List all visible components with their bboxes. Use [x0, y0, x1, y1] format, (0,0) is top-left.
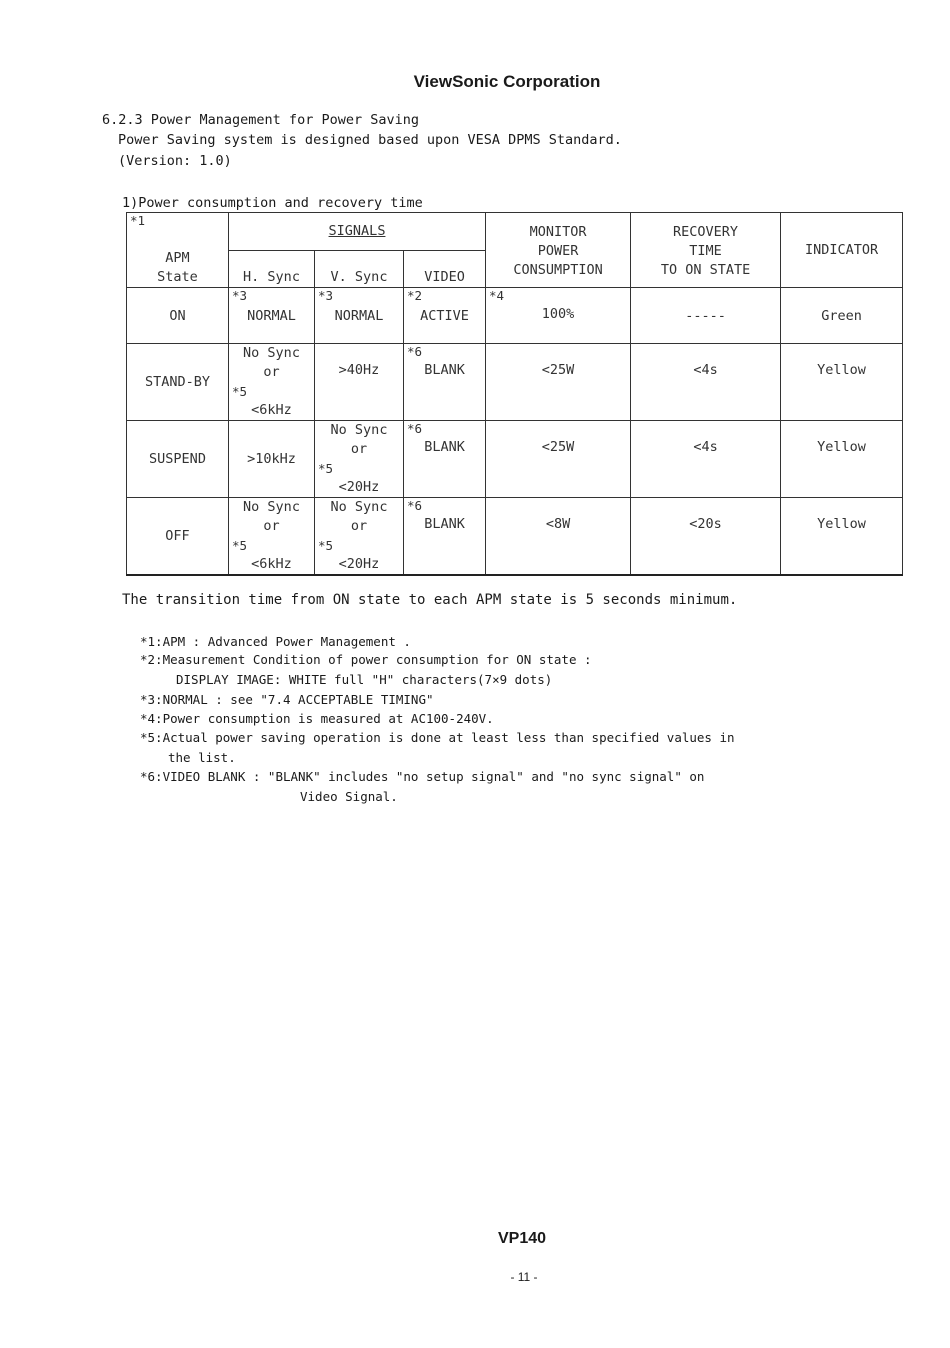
suspend-video: BLANK: [424, 439, 465, 455]
recovery-time-header: [631, 213, 781, 288]
on-hsync: NORMAL: [247, 308, 296, 324]
standby-video: BLANK: [424, 362, 465, 378]
video-header: VIDEO: [404, 250, 486, 288]
note-marker: *3: [232, 288, 248, 303]
off-indicator: Yellow: [781, 498, 903, 576]
apm-header-label: APM: [165, 250, 190, 266]
off-hsync-line: <6kHz: [251, 556, 292, 572]
suspend-vsync-cell: [315, 421, 404, 498]
table-row: [127, 288, 903, 344]
note-marker: *5: [318, 461, 334, 476]
off-hsync-line: No Sync: [243, 499, 300, 515]
note-marker: *1: [130, 213, 146, 228]
indicator-header: INDICATOR: [781, 213, 903, 288]
page-number: - 11 -: [510, 1270, 538, 1284]
section-heading: 6.2.3 Power Management for Power Saving: [102, 112, 419, 128]
state-header-label: State: [157, 269, 198, 285]
table-row: [127, 344, 903, 421]
suspend-recovery: <4s: [631, 421, 781, 498]
on-power: 100%: [541, 306, 575, 322]
monitor-header-line: MONITOR: [529, 224, 587, 240]
vsync-header: V. Sync: [315, 250, 404, 288]
signals-header: SIGNALS: [229, 213, 486, 251]
footnote-6-cont: Video Signal.: [300, 789, 398, 804]
footnote-4: *4:Power consumption is measured at AC100-240V.: [140, 711, 494, 726]
on-hsync-cell: [229, 288, 315, 344]
footnote-6: *6:VIDEO BLANK : "BLANK" includes "no setup signal" and "no sync signal" on: [140, 769, 705, 784]
note-marker: *2: [407, 288, 423, 303]
suspend-vsync-line: or: [350, 441, 368, 457]
recovery-header-line: TIME: [689, 243, 722, 259]
standby-hsync-cell: [229, 344, 315, 421]
suspend-power: <25W: [486, 421, 631, 498]
on-indicator: Green: [781, 288, 903, 344]
off-vsync-line: No Sync: [330, 499, 388, 515]
off-video: BLANK: [424, 516, 465, 532]
footnote-2-detail: DISPLAY IMAGE: WHITE full "H" characters(7×9 dots): [176, 672, 553, 687]
footnote-5-cont: the list.: [168, 750, 236, 765]
on-vsync: NORMAL: [334, 308, 384, 324]
suspend-vsync-line: <20Hz: [338, 479, 380, 495]
state-off: OFF: [127, 498, 229, 576]
off-vsync-line: or: [350, 518, 368, 534]
company-header: ViewSonic Corporation: [413, 72, 601, 91]
standby-indicator: Yellow: [781, 344, 903, 421]
off-vsync-cell: [315, 498, 404, 576]
on-power-cell: [486, 288, 631, 344]
footnote-5: *5:Actual power saving operation is done at least less than specified values in: [140, 730, 735, 745]
on-video-cell: [404, 288, 486, 344]
note-marker: *5: [318, 538, 334, 553]
standby-hsync-line: No Sync: [243, 345, 300, 361]
apm-state-header: [127, 213, 229, 288]
note-marker: *4: [489, 288, 505, 303]
standby-recovery: <4s: [631, 344, 781, 421]
transition-note: The transition time from ON state to each APM state is 5 seconds minimum.: [122, 592, 738, 608]
power-table: [126, 212, 903, 576]
recovery-header-line: TO ON STATE: [660, 262, 751, 278]
note-marker: *5: [232, 538, 248, 553]
state-on: ON: [127, 288, 229, 344]
table-row: [127, 421, 903, 498]
note-marker: *6: [407, 421, 423, 436]
model-name: VP140: [497, 1230, 547, 1247]
note-marker: *6: [407, 498, 423, 513]
intro-line-1: Power Saving system is designed based upon VESA DPMS Standard.: [118, 132, 622, 148]
off-power: <8W: [486, 498, 631, 576]
state-suspend: SUSPEND: [127, 421, 229, 498]
on-recovery: -----: [631, 288, 781, 344]
intro-line-2: (Version: 1.0): [118, 153, 232, 169]
footnote-1: *1:APM : Advanced Power Management .: [140, 634, 411, 649]
on-vsync-cell: [315, 288, 404, 344]
monitor-header-line: POWER: [537, 243, 579, 259]
standby-hsync-line: <6kHz: [251, 402, 292, 418]
off-video-cell: [404, 498, 486, 576]
off-hsync-cell: [229, 498, 315, 576]
monitor-header-line: CONSUMPTION: [513, 262, 603, 278]
footnote-2: *2:Measurement Condition of power consumption for ON state :: [140, 652, 592, 667]
note-marker: *3: [318, 288, 334, 303]
hsync-header: H. Sync: [229, 250, 315, 288]
suspend-vsync-line: No Sync: [330, 422, 388, 438]
on-video: ACTIVE: [420, 308, 469, 324]
monitor-power-header: [486, 213, 631, 288]
note-marker: *5: [232, 384, 248, 399]
standby-power: <25W: [486, 344, 631, 421]
suspend-indicator: Yellow: [781, 421, 903, 498]
recovery-header-line: RECOVERY: [673, 224, 739, 240]
standby-video-cell: [404, 344, 486, 421]
table-row: [127, 498, 903, 576]
note-marker: *6: [407, 344, 423, 359]
standby-vsync: >40Hz: [315, 344, 404, 421]
off-recovery: <20s: [631, 498, 781, 576]
table-title: 1)Power consumption and recovery time: [122, 195, 423, 211]
suspend-video-cell: [404, 421, 486, 498]
standby-hsync-line: or: [263, 364, 280, 380]
off-hsync-line: or: [263, 518, 280, 534]
off-vsync-line: <20Hz: [338, 556, 380, 572]
table-header-row: [127, 213, 903, 251]
suspend-hsync: >10kHz: [229, 421, 315, 498]
footnote-3: *3:NORMAL : see "7.4 ACCEPTABLE TIMING": [140, 692, 434, 707]
state-standby: STAND-BY: [127, 344, 229, 421]
